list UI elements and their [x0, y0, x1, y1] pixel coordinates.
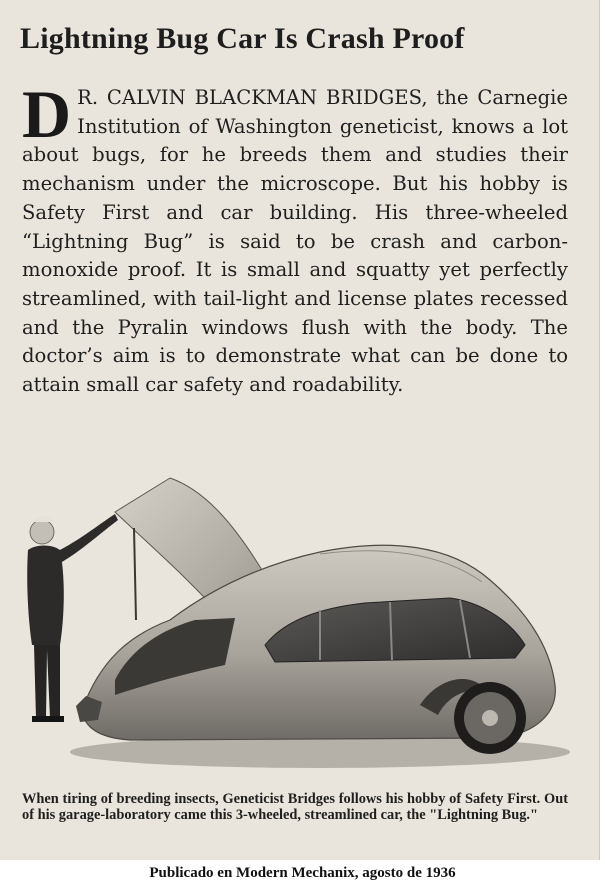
article-body	[22, 76, 568, 400]
drop-cap: D	[22, 76, 72, 152]
article-body-text: R. CALVIN BLACKMAN BRIDGES, the Carnegie Institution of Washington geneticist, knows a lot about bugs, for he breeds them and studies their mechanism under the microscope. But his hobby is Safety First and car building. His three-wheeled “Lightning Bug” is said to be crash and carbon-monoxide proof. It is small and squatty yet perfectly streamlined, with tail-light and license plates recessed and the Pyralin windows flush with the body. The doctor’s aim is to demonstrate what can be done to attain small car safety and roadability.	[22, 86, 568, 397]
photo-caption: When tiring of breeding insects, Geneticist Bridges follows his hobby of Safety First. Out of his garage-laboratory came this 3-wheeled, streamlined car, the "Lightning Bug."	[22, 791, 568, 823]
article-title: Lightning Bug Car Is Crash Proof	[20, 22, 465, 55]
publication-credit: Publicado en Modern Mechanix, agosto de 1936	[0, 860, 605, 887]
car-photo	[20, 470, 580, 785]
